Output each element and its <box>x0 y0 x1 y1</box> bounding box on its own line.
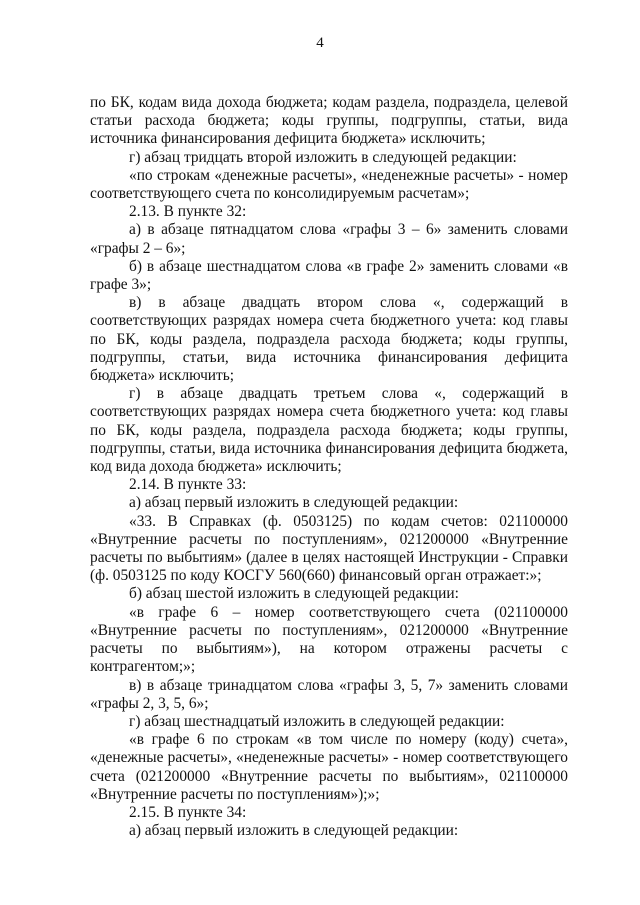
paragraph: а) абзац первый изложить в следующей редакции: <box>129 822 459 840</box>
paragraph: 2.15. В пункте 34: <box>129 803 247 821</box>
paragraph: в) в абзаце тринадцатом слова «графы 3, 5, 7» заменить словами «графы 2, 3, 5, 6»; <box>90 676 568 712</box>
paragraph: «в графе 6 – номер соответствующего счета (021100000 «Внутренние расчеты по поступлениям», 021200000 «Внутренние расчеты по выбытиям»), на котором отражены расчеты с контрагентом;»; <box>90 603 568 676</box>
paragraph: по БК, кодам вида дохода бюджета; кодам раздела, подраздела, целевой статьи расхода бюджета; коды группы, подгруппы, статьи, вида источника финансирования дефицита бюджета» исключить; <box>90 94 568 148</box>
paragraph: г) абзац шестнадцатый изложить в следующей редакции: <box>129 712 505 730</box>
paragraph: а) в абзаце пятнадцатом слова «графы 3 – 6» заменить словами «графы 2 – 6»; <box>90 221 568 257</box>
document-body <box>90 94 568 840</box>
paragraph: в) в абзаце двадцать втором слова «, содержащий в соответствующих разрядах номера счета бюджетного учета: код главы по БК, коды раздела, подраздела расхода бюджета; коды группы, подгруппы, статьи, вида источника финансирования дефицита бюджета» исключить; <box>90 294 568 385</box>
paragraph: 2.13. В пункте 32: <box>129 203 247 221</box>
paragraph: б) в абзаце шестнадцатом слова «в графе 2» заменить словами «в графе 3»; <box>90 257 568 294</box>
paragraph: б) абзац шестой изложить в следующей редакции: <box>129 585 459 603</box>
paragraph: «в графе 6 по строкам «в том числе по номеру (коду) счета», «денежные расчеты», «неденежные расчеты» - номер соответствующего счета (021200000 «Внутренние расчеты по выбытиям», 021100000 «Внутренние расчеты по поступлениям»);»; <box>90 731 568 803</box>
paragraph: г) в абзаце двадцать третьем слова «, содержащий в соответствующих разрядах номера счета бюджетного учета: код главы по БК, коды раздела, подраздела расхода бюджета; коды группы, подгруппы, статьи, вида источника финансирования дефицита бюджета, код вида дохода бюджета» исключить; <box>90 385 568 476</box>
page-number: 4 <box>316 35 324 51</box>
paragraph: а) абзац первый изложить в следующей редакции: <box>129 494 459 512</box>
paragraph: 2.14. В пункте 33: <box>129 476 247 494</box>
paragraph: г) абзац тридцать второй изложить в следующей редакции: <box>129 148 517 166</box>
paragraph: «по строкам «денежные расчеты», «неденежные расчеты» - номер соответствующего счета по консолидируемым расчетам»; <box>90 166 568 203</box>
paragraph: «33. В Справках (ф. 0503125) по кодам счетов: 021100000 «Внутренние расчеты по поступлениям», 021200000 «Внутренние расчеты по выбытиям» (далее в целях настоящей Инструкции - Справки (ф. 0503125 по коду КОСГУ 560(660) финансовый орган отражает:»; <box>90 512 568 585</box>
